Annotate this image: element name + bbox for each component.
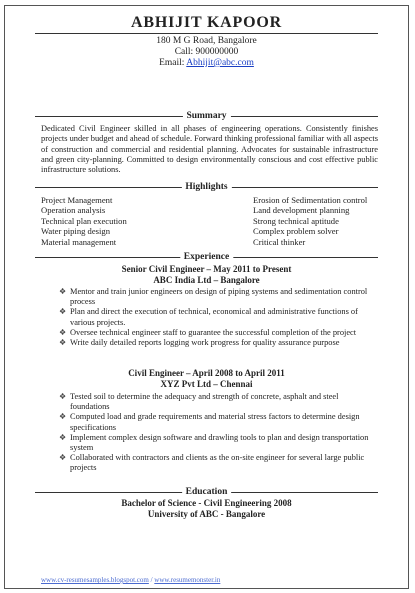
resume-page [4, 5, 409, 589]
highlights-right [253, 195, 367, 247]
education-heading: Education [35, 485, 378, 499]
job-title: Senior Civil Engineer – May 2011 to Present [121, 264, 292, 274]
diamond-bullet-icon: ❖ [59, 453, 67, 463]
list-item: ❖ Plan and direct the execution of technical, economical and administrative functions of various projects. [59, 307, 358, 327]
list-item: ❖ Write daily detailed reports logging work progress for quality assurance purpose [59, 338, 340, 348]
footer-link[interactable]: www.resumemonster.in [154, 576, 221, 584]
highlight-item: Material management [41, 236, 117, 247]
address: 180 M G Road, Bangalore [156, 36, 257, 46]
diamond-bullet-icon: ❖ [59, 327, 67, 337]
list-item: ❖ Oversee technical engineer staff to guarantee the successful completion of the project [59, 327, 357, 337]
job-company: ABC India Ltd – Bangalore [153, 275, 260, 285]
highlight-item: Erosion of Sedimentation control [253, 195, 368, 205]
highlight-item: Complex problem solver [253, 226, 339, 237]
job-bullets [59, 287, 378, 348]
job-bullets [59, 392, 378, 474]
experience-heading: Experience [35, 250, 378, 264]
diamond-bullet-icon: ❖ [59, 338, 67, 348]
phone: Call: 900000000 [174, 47, 239, 57]
diamond-bullet-icon: ❖ [59, 392, 67, 401]
email-label: Email: [159, 58, 185, 68]
highlight-item: Land development planning [253, 205, 350, 216]
degree: Bachelor of Science - Civil Engineering 2008 [121, 498, 292, 508]
candidate-name: ABHIJIT KAPOOR [131, 14, 282, 31]
highlight-item: Operation analysis [41, 205, 106, 216]
list-item: ❖ Mentor and train junior engineers on design of piping systems and sedimentation control process [59, 287, 368, 307]
summary-text: Dedicated Civil Engineer skilled in all phases of engineering operations. Consistently finishes projects under budget and ahead of schedule. Forward thinking professional familiar with all aspects of construction and commercial and residential planning. Advocates for sustainable infrastructure and green city-planning. Committed to design environmentally conscious and cost effective public infrastructure solutions. [41, 124, 378, 175]
job-title: Civil Engineer – April 2008 to April 2011 [128, 368, 285, 378]
highlight-item: Technical plan execution [41, 215, 127, 226]
list-item: ❖ Implement complex design software and drawling tools to plan and design transportation system [59, 432, 369, 453]
university: University of ABC - Bangalore [147, 509, 266, 519]
highlight-item: Water piping design [41, 226, 110, 237]
summary-heading: Summary [35, 109, 378, 123]
diamond-bullet-icon: ❖ [59, 307, 67, 317]
diamond-bullet-icon: ❖ [59, 412, 67, 422]
email-link[interactable]: Abhijit@abc.com [186, 58, 254, 68]
list-item: ❖ Tested soil to determine the adequacy and strength of concrete, asphalt and steel foundations [59, 392, 339, 412]
email-line [5, 58, 408, 69]
job-company: XYZ Pvt Ltd – Chennai [160, 379, 253, 389]
diamond-bullet-icon: ❖ [59, 432, 67, 442]
highlight-item: Strong technical aptitude [253, 215, 339, 226]
footer-links: www.cv-resumesamples.blogspot.com / www.resumemonster.in [41, 576, 221, 584]
highlight-item: Critical thinker [253, 236, 306, 247]
diamond-bullet-icon: ❖ [59, 287, 67, 296]
header-rule [35, 33, 378, 34]
highlights-left [41, 195, 127, 247]
list-item: ❖ Collaborated with contractors and clients as the on-site engineer for several large public projects [59, 453, 365, 473]
highlight-item: Project Management [41, 195, 113, 205]
footer-link[interactable]: www.cv-resumesamples.blogspot.com [41, 576, 149, 584]
highlights-heading: Highlights [35, 180, 378, 194]
list-item: ❖ Computed load and grade requirements and material stress factors to determine design specifications [59, 412, 360, 432]
